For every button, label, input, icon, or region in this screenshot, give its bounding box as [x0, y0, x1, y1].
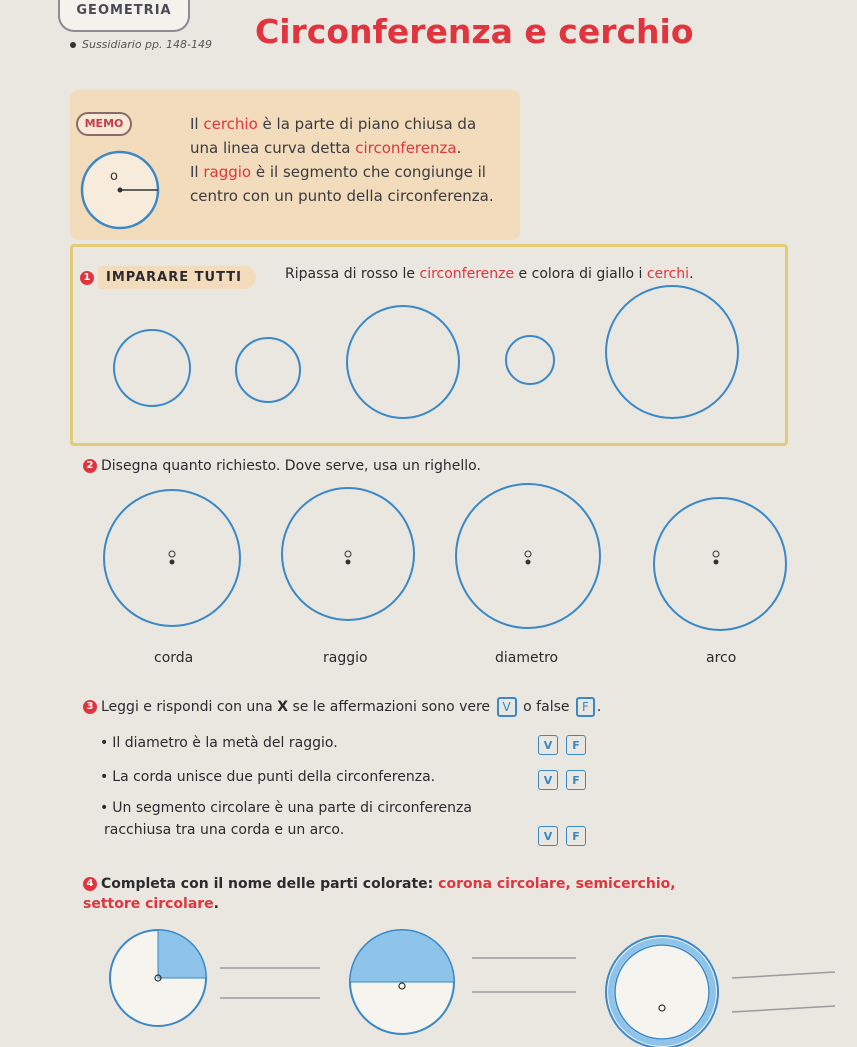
- diametro-circle[interactable]: [456, 484, 600, 628]
- exercise-4-figures: [100, 920, 857, 1047]
- arco-center-dot: [714, 560, 719, 565]
- caption-corda: corda: [154, 650, 194, 666]
- exercise-3-number: 3: [83, 700, 97, 714]
- instruction-terms: corona circolare, semicerchio,: [438, 876, 676, 892]
- statement-3-true-box[interactable]: V: [538, 826, 558, 846]
- arco-center-mark: [713, 551, 719, 557]
- statement-1: • Il diametro è la metà del raggio.: [100, 735, 338, 751]
- exercise-1-circle-3[interactable]: [347, 306, 459, 418]
- exercise-4-instruction: [83, 874, 723, 914]
- exercise-2-instruction: [83, 458, 481, 474]
- statement-2-true-box[interactable]: V: [538, 770, 558, 790]
- page-title: Circonferenza e cerchio: [255, 12, 694, 51]
- instruction-segment: .: [689, 266, 694, 282]
- exercise-2-circles: [100, 482, 800, 642]
- statement-3-false-box[interactable]: F: [566, 826, 586, 846]
- arco-circle[interactable]: [654, 498, 786, 630]
- instruction-term: cerchi: [646, 266, 690, 282]
- raggio-center-dot: [346, 560, 351, 565]
- instruction-segment: Ripassa di rosso le: [285, 266, 420, 282]
- statement-1-true-box[interactable]: V: [538, 735, 558, 755]
- corda-center-mark: [169, 551, 175, 557]
- exercise-2-number: 2: [83, 459, 97, 473]
- v-legend-box: V: [497, 697, 517, 717]
- instruction-segment: e colora di giallo i: [514, 266, 647, 282]
- memo-term-raggio: raggio: [203, 163, 252, 181]
- instruction-segment: .: [596, 699, 602, 715]
- exercise-1-circle-5[interactable]: [606, 286, 738, 418]
- memo-text-segment: Il: [190, 115, 204, 133]
- memo-text-segment: è il segmento che congiunge il: [251, 163, 486, 181]
- textbook-reference: Sussidiario pp. 148-149: [70, 38, 212, 51]
- exercise-2-text: Disegna quanto richiesto. Dove serve, usa un righello.: [101, 458, 481, 474]
- statement-2-false-box[interactable]: F: [566, 770, 586, 790]
- diametro-center-dot: [526, 560, 531, 565]
- x-mark-label: X: [277, 699, 288, 715]
- f-legend-box: F: [576, 697, 595, 717]
- instruction-segment: Leggi e rispondi con una: [101, 699, 278, 715]
- diametro-center-mark: [525, 551, 531, 557]
- figure-1-sector: [158, 930, 206, 978]
- memo-text: [190, 112, 494, 208]
- raggio-circle[interactable]: [282, 488, 414, 620]
- exercise-1-circle-4[interactable]: [506, 336, 554, 384]
- caption-arco: arco: [706, 650, 737, 666]
- memo-text-segment: è la parte di piano chiusa da: [257, 115, 477, 133]
- instruction-segment: Completa con il nome delle parti colorate:: [101, 876, 439, 892]
- memo-circle-figure: [70, 140, 170, 240]
- instruction-segment: se le affermazioni sono vere: [288, 699, 495, 715]
- instruction-segment: .: [213, 896, 219, 912]
- memo-text-segment: Il: [190, 163, 204, 181]
- figure-3-answer-line-2[interactable]: [732, 1006, 835, 1012]
- instruction-segment: o false: [518, 699, 574, 715]
- corda-circle[interactable]: [104, 490, 240, 626]
- exercise-1-circle-2[interactable]: [236, 338, 300, 402]
- statement-3: • Un segmento circolare è una parte di circonferenza: [100, 800, 472, 816]
- memo-term-circonferenza: circonferenza: [355, 139, 457, 157]
- instruction-terms: settore circolare: [83, 896, 214, 912]
- statement-2: • La corda unisce due punti della circonferenza.: [100, 769, 435, 785]
- figure-3-answer-line-1[interactable]: [732, 972, 835, 978]
- figure-3-inner-circle: [615, 945, 709, 1039]
- raggio-center-mark: [345, 551, 351, 557]
- exercise-4-number: 4: [83, 877, 97, 891]
- exercise-1-circle-1[interactable]: [114, 330, 190, 406]
- imparare-tutti-badge: IMPARARE TUTTI: [98, 266, 256, 289]
- exercise-3-instruction: [83, 697, 601, 717]
- exercise-1-number: 1: [80, 271, 94, 285]
- subject-tab: GEOMETRIA: [58, 0, 190, 32]
- memo-text-segment: una linea curva detta: [190, 139, 356, 157]
- caption-diametro: diametro: [495, 650, 559, 666]
- statement-1-false-box[interactable]: F: [566, 735, 586, 755]
- corda-center-dot: [170, 560, 175, 565]
- figure-2-semicircle: [350, 930, 454, 982]
- statement-3-continuation: racchiusa tra una corda e un arco.: [104, 822, 345, 838]
- caption-raggio: raggio: [323, 650, 368, 666]
- memo-term-cerchio: cerchio: [203, 115, 258, 133]
- memo-center-label: o: [110, 169, 118, 184]
- instruction-term: circonferenze: [419, 266, 515, 282]
- memo-badge: MEMO: [76, 112, 132, 136]
- exercise-1-circles: [70, 280, 782, 440]
- memo-text-line: centro con un punto della circonferenza.: [190, 187, 494, 205]
- memo-text-segment: .: [456, 139, 462, 157]
